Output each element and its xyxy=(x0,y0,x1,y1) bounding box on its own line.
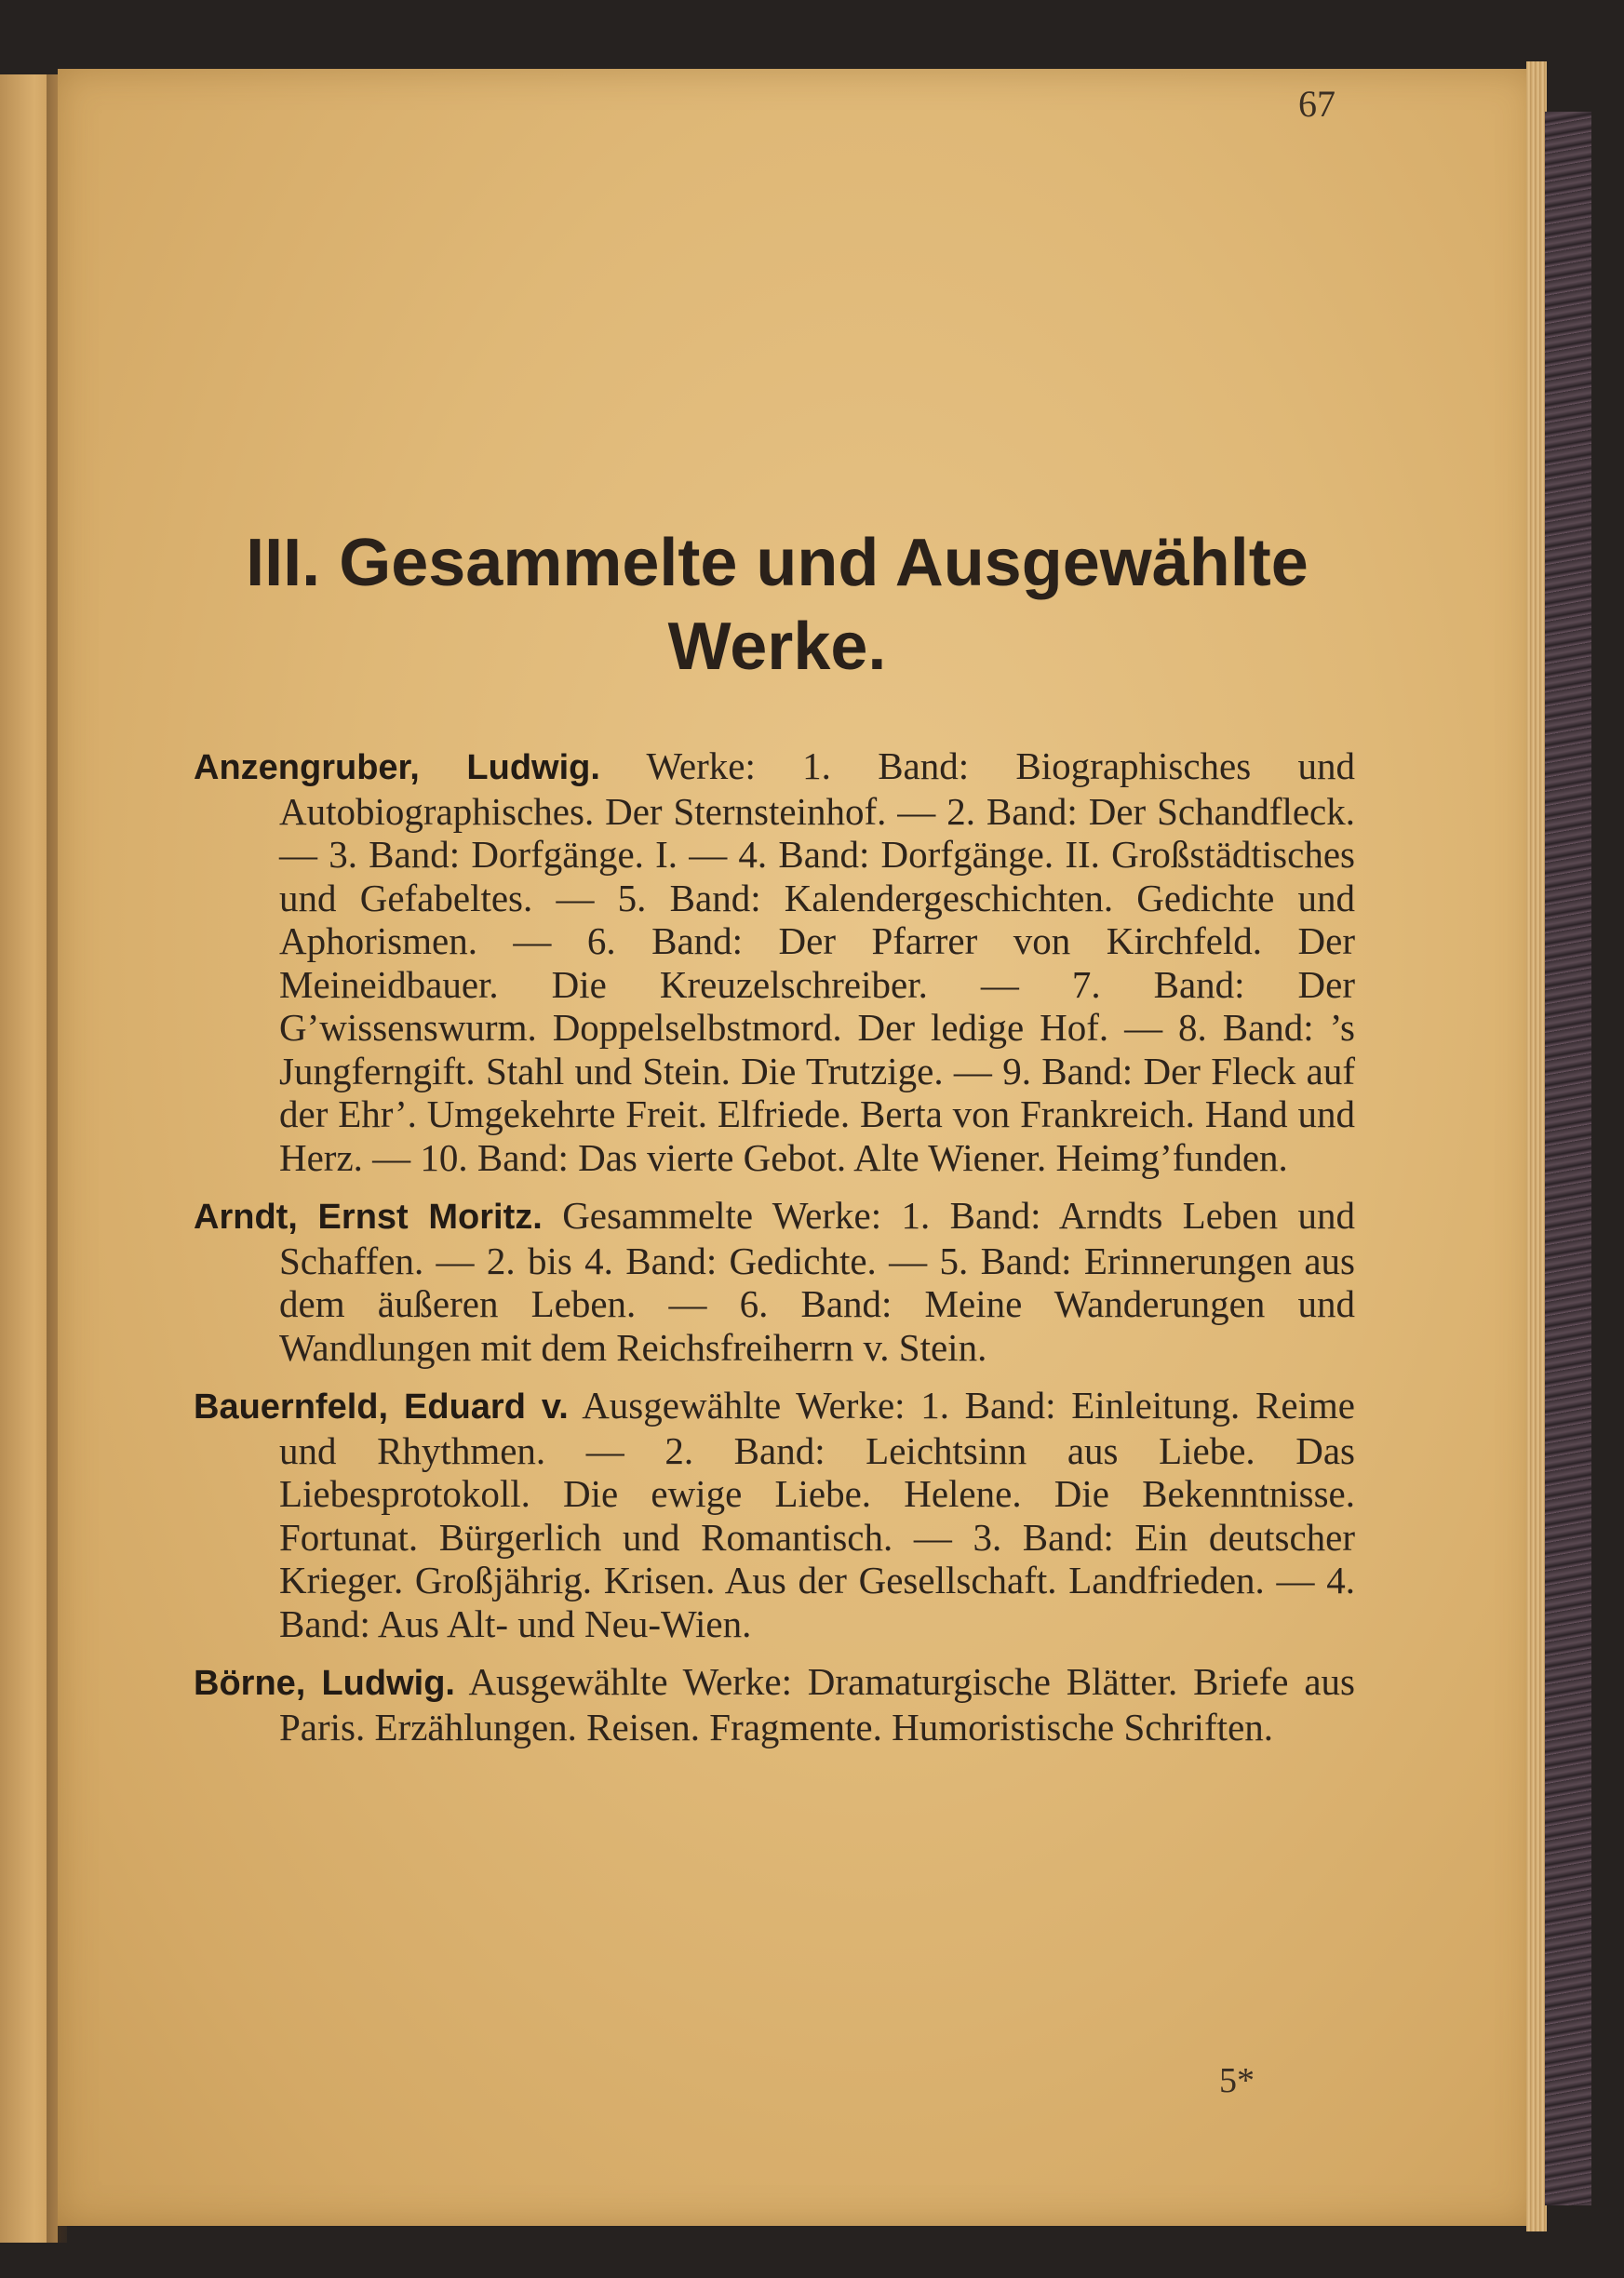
section-title: III. Gesammelte und Ausgewählte Werke. xyxy=(246,526,1309,684)
entry-arndt xyxy=(194,1194,1355,1369)
entry-list xyxy=(194,744,1355,1763)
entry-author: Arndt, Ernst Moritz. xyxy=(194,1198,543,1237)
entry-bauernfeld xyxy=(194,1384,1355,1645)
entry-anzengruber xyxy=(194,744,1355,1179)
entry-author: Börne, Ludwig. xyxy=(194,1664,455,1703)
entry-author: Anzengruber, Ludwig. xyxy=(194,748,600,787)
entry-author: Bauernfeld, Eduard v. xyxy=(194,1387,569,1427)
entry-text: Werke: 1. Band: Biographisches und Autobiographisches. Der Sternsteinhof. — 2. Band: Der Schandfleck. — 3. Band: Dorfgänge. I. — 4. Band: Dorfgänge. II. Großstädtisches und Gefabeltes. — 5. Band: Kalendergeschichten. Gedichte und Aphorismen. — 6. Band: Der Pfarrer von Kirchfeld. Der Meineidbauer. Die Kreuzelschreiber. — 7. Band: Der G’wissenswurm. Doppelselbstmord. Der ledige Hof. — 8. Band: ’s Jungferngift. Stahl und Stein. Die Trutzige. — 9. Band: Der Fleck auf der Ehr’. Umgekehrte Freit. Elfriede. Berta von Frankreich. Hand und Herz. — 10. Band: Das vierte Gebot. Alte Wiener. Heimg’funden. xyxy=(279,744,1356,1179)
marbled-cover xyxy=(1545,112,1591,2205)
entry-text: Gesammelte Werke: 1. Band: Arndts Leben und Schaffen. — 2. bis 4. Band: Gedichte. — 5. Band: Erinnerungen aus dem äußeren Leben. — 6. Band: Meine Wanderungen und Wandlungen mit dem Reichsfreiherrn v. Stein. xyxy=(279,1194,1356,1369)
signature-mark: 5* xyxy=(1219,2061,1255,2100)
page-number: 67 xyxy=(1298,83,1335,125)
entry-boerne xyxy=(194,1660,1355,1749)
page-stack-edge xyxy=(1526,61,1547,2231)
entry-text: Ausgewählte Werke: Dramaturgische Blätter. Briefe aus Paris. Erzählungen. Reisen. Fragmente. Humoristische Schriften. xyxy=(279,1660,1355,1749)
entry-text: Ausgewählte Werke: 1. Band: Einleitung. Reime und Rhythmen. — 2. Band: Leichtsinn aus Liebe. Das Liebesprotokoll. Die ewige Liebe. Helene. Die Bekenntnisse. Fortunat. Bürgerlich und Romantisch. — 3. Band: Ein deutscher Krieger. Großjährig. Krisen. Aus der Gesellschaft. Landfrieden. — 4. Band: Aus Alt- und Neu-Wien. xyxy=(279,1384,1355,1645)
